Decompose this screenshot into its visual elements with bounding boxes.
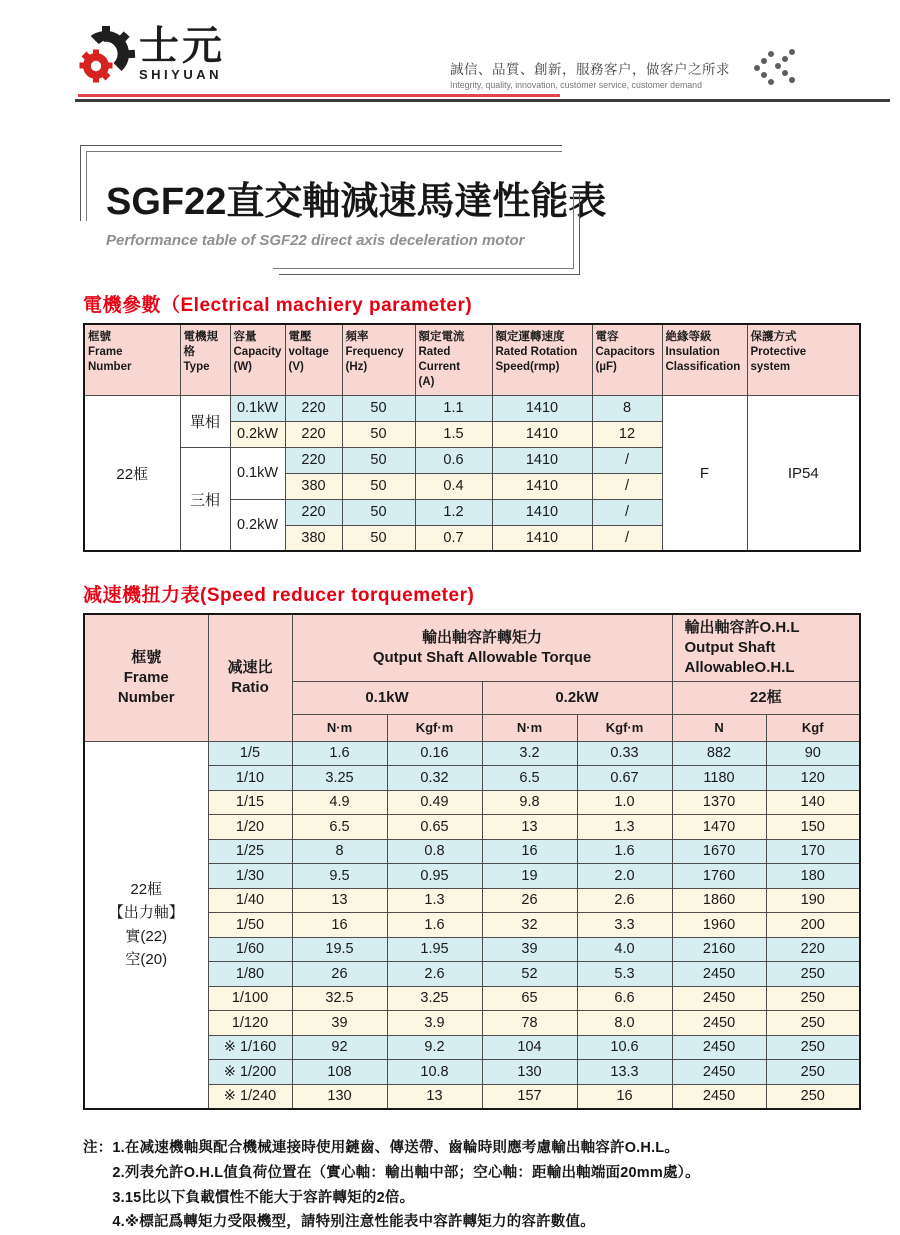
- torque-table-cell: 882: [672, 741, 766, 766]
- col-unit-n: N: [672, 714, 766, 741]
- torque-table-cell: 3.25: [292, 766, 387, 791]
- col-unit-kgfm: Kgf·m: [387, 714, 482, 741]
- torque-table-cell: 130: [292, 1084, 387, 1109]
- motor-table-cell: 220: [285, 395, 342, 421]
- torque-table-cell: 10.8: [387, 1060, 482, 1085]
- torque-table-cell: 250: [766, 1035, 860, 1060]
- torque-table-cell: 1.3: [387, 888, 482, 913]
- torque-table-cell: 1/25: [208, 839, 292, 864]
- torque-table-cell: 1960: [672, 913, 766, 938]
- motor-table-cell: 1410: [492, 525, 592, 551]
- torque-table-cell: 140: [766, 790, 860, 815]
- motor-table-cell: 1410: [492, 473, 592, 499]
- torque-table-cell: 190: [766, 888, 860, 913]
- slogan-en: Integrity, quality, innovation, customer service, customer demand: [450, 80, 702, 90]
- torque-table-cell: 104: [482, 1035, 577, 1060]
- brand-name: [139, 26, 225, 82]
- torque-table-cell: 2.0: [577, 864, 672, 889]
- motor-table-cell: 1410: [492, 395, 592, 421]
- torque-table-body: [84, 614, 860, 1108]
- torque-table-cell: 2450: [672, 1011, 766, 1036]
- motor-table-cell: 50: [342, 499, 415, 525]
- col-ratio: 减速比 Ratio: [208, 614, 292, 741]
- torque-table-cell: 250: [766, 962, 860, 987]
- torque-table-cell: 130: [482, 1060, 577, 1085]
- frame-output-shaft-cell: 22框 【出力軸】 實(22) 空(20): [84, 741, 208, 1109]
- torque-table-cell: 39: [292, 1011, 387, 1036]
- col-unit-nm: N·m: [482, 714, 577, 741]
- header-divider-red: [78, 94, 560, 97]
- col-frame-22: 22框: [672, 681, 860, 714]
- motor-table-cell: 0.6: [415, 447, 492, 473]
- torque-table-cell: 3.9: [387, 1011, 482, 1036]
- torque-table-cell: 52: [482, 962, 577, 987]
- torque-table-cell: 39: [482, 937, 577, 962]
- col-capacitors: 電容 Capacitors (µF): [592, 324, 662, 395]
- motor-table-cell: 50: [342, 447, 415, 473]
- col-allowable-ohl-group: 輸出軸容許O.H.L Output Shaft AllowableO.H.L: [672, 614, 860, 681]
- torque-table-cell: ※ 1/240: [208, 1084, 292, 1109]
- torque-table-cell: 1/10: [208, 766, 292, 791]
- note-item: 4.※標記爲轉矩力受限機型，請特别注意性能表中容許轉矩力的容許數值。: [112, 1214, 595, 1231]
- col-allowable-torque-group: 輸出軸容許轉矩力 Qutput Shaft Allowable Torque: [292, 614, 672, 681]
- torque-table-cell: 150: [766, 815, 860, 840]
- torque-table-cell: 3.25: [387, 986, 482, 1011]
- torque-table-cell: 13: [482, 815, 577, 840]
- capacity-cell: 0.2kW: [230, 421, 285, 447]
- torque-table-cell: 16: [292, 913, 387, 938]
- col-01kw: 0.1kW: [292, 681, 482, 714]
- type-single-phase-cell: 單相: [180, 395, 230, 447]
- torque-table-cell: 16: [577, 1084, 672, 1109]
- col-protective-system: 保護方式 Protective system: [747, 324, 860, 395]
- motor-table-cell: 1410: [492, 421, 592, 447]
- torque-table-cell: 0.32: [387, 766, 482, 791]
- type-three-phase-cell: 三相: [180, 447, 230, 551]
- torque-table-cell: 1.6: [387, 913, 482, 938]
- torque-table-cell: 16: [482, 839, 577, 864]
- torque-table-cell: 0.8: [387, 839, 482, 864]
- col-unit-kgf: Kgf: [766, 714, 860, 741]
- torque-table-cell: 4.0: [577, 937, 672, 962]
- col-unit-kgfm: Kgf·m: [577, 714, 672, 741]
- torque-table-cell: 1/40: [208, 888, 292, 913]
- torque-table-cell: 9.5: [292, 864, 387, 889]
- torque-table-cell: 2.6: [387, 962, 482, 987]
- col-capacity: 容量 Capacity (W): [230, 324, 285, 395]
- torque-table-cell: 13: [292, 888, 387, 913]
- slogan-zh: 誠信、品質、創新，服務客户，做客户之所求: [450, 62, 730, 77]
- torque-table-cell: 170: [766, 839, 860, 864]
- gear-logo-icon: [75, 26, 135, 93]
- torque-table-cell: ※ 1/160: [208, 1035, 292, 1060]
- col-voltage: 電壓 voltage (V): [285, 324, 342, 395]
- torque-table-cell: 120: [766, 766, 860, 791]
- col-rated-current: 額定電流 Rated Current (A): [415, 324, 492, 395]
- torque-table-cell: 1/30: [208, 864, 292, 889]
- torque-table-cell: 10.6: [577, 1035, 672, 1060]
- torque-table-cell: 1/15: [208, 790, 292, 815]
- torque-table-cell: 108: [292, 1060, 387, 1085]
- motor-table-cell: 1.5: [415, 421, 492, 447]
- brand-name-en: SHIYUAN: [139, 67, 223, 82]
- torque-table-cell: 1.6: [577, 839, 672, 864]
- motor-table-cell: 380: [285, 525, 342, 551]
- notes-items: [112, 1136, 699, 1235]
- torque-table-cell: 0.67: [577, 766, 672, 791]
- torque-table-cell: 26: [482, 888, 577, 913]
- chevron-dots-icon: [748, 48, 802, 95]
- note-item: 2.列表允許O.H.L值負荷位置在（實心軸：輸出軸中部；空心軸：距輸出軸端面20mm處）。: [112, 1164, 700, 1181]
- torque-table-cell: 1470: [672, 815, 766, 840]
- torque-table-cell: 3.2: [482, 741, 577, 766]
- torque-table-cell: 1180: [672, 766, 766, 791]
- insulation-cell: F: [662, 395, 747, 551]
- page-header: [0, 0, 900, 104]
- torque-table-cell: 0.33: [577, 741, 672, 766]
- torque-table-cell: 1.3: [577, 815, 672, 840]
- torque-table-cell: 1370: [672, 790, 766, 815]
- torque-table-cell: 250: [766, 1084, 860, 1109]
- torque-table-cell: 1/100: [208, 986, 292, 1011]
- col-frame-number: 框號 Frame Number: [84, 614, 208, 741]
- torque-table-cell: 6.6: [577, 986, 672, 1011]
- torque-table-cell: 1/120: [208, 1011, 292, 1036]
- torque-table-cell: 3.3: [577, 913, 672, 938]
- torque-table-cell: 220: [766, 937, 860, 962]
- motor-table-cell: /: [592, 525, 662, 551]
- notes-label: 注：: [83, 1139, 113, 1156]
- torque-table-cell: 180: [766, 864, 860, 889]
- col-unit-nm: N·m: [292, 714, 387, 741]
- motor-table-cell: 1410: [492, 447, 592, 473]
- torque-table-cell: 157: [482, 1084, 577, 1109]
- torque-table-cell: 2450: [672, 1084, 766, 1109]
- torque-table-cell: 2450: [672, 1060, 766, 1085]
- motor-table: [83, 323, 861, 552]
- motor-table-cell: 220: [285, 499, 342, 525]
- motor-table-cell: 50: [342, 525, 415, 551]
- torque-table-cell: 1/20: [208, 815, 292, 840]
- torque-table-cell: 1/50: [208, 913, 292, 938]
- note-item: 1.在减速機軸與配合機械連接時使用鏈齒、傳送帶、齒輪時則應考慮輸出軸容許O.H.L。: [112, 1139, 680, 1156]
- motor-table-cell: 50: [342, 473, 415, 499]
- col-type: 電機規格 Type: [180, 324, 230, 395]
- torque-table: [83, 613, 861, 1109]
- motor-table-cell: 220: [285, 421, 342, 447]
- motor-table-cell: 8: [592, 395, 662, 421]
- torque-table-cell: 13: [387, 1084, 482, 1109]
- torque-table-cell: 6.5: [292, 815, 387, 840]
- page-title: SGF22直交軸減速馬達性能表: [106, 181, 607, 223]
- motor-table-cell: /: [592, 499, 662, 525]
- company-slogan: [450, 58, 730, 90]
- torque-table-cell: 19.5: [292, 937, 387, 962]
- torque-table-cell: 2160: [672, 937, 766, 962]
- torque-table-cell: 92: [292, 1035, 387, 1060]
- capacity-cell: 0.1kW: [230, 395, 285, 421]
- col-02kw: 0.2kW: [482, 681, 672, 714]
- torque-table-cell: 1760: [672, 864, 766, 889]
- section-heading-electrical: 電機參數（Electrical machiery parameter): [83, 295, 473, 316]
- motor-table-body: [84, 324, 860, 551]
- torque-table-cell: ※ 1/200: [208, 1060, 292, 1085]
- torque-table-cell: 1/60: [208, 937, 292, 962]
- torque-table-cell: 5.3: [577, 962, 672, 987]
- motor-table-cell: 1.2: [415, 499, 492, 525]
- torque-table-cell: 0.49: [387, 790, 482, 815]
- section-heading-torque: 减速機扭力表(Speed reducer torquemeter): [83, 585, 475, 607]
- motor-table-cell: /: [592, 473, 662, 499]
- torque-table-cell: 1670: [672, 839, 766, 864]
- header-divider-black: [75, 99, 890, 102]
- motor-table-cell: 12: [592, 421, 662, 447]
- motor-table-cell: 1410: [492, 499, 592, 525]
- torque-table-cell: 13.3: [577, 1060, 672, 1085]
- torque-table-cell: 0.16: [387, 741, 482, 766]
- note-item: 3.15比以下負載慣性不能大于容許轉矩的2倍。: [112, 1189, 415, 1206]
- torque-table-cell: 9.8: [482, 790, 577, 815]
- motor-table-cell: 1.1: [415, 395, 492, 421]
- torque-table-cell: 2450: [672, 1035, 766, 1060]
- torque-table-cell: 19: [482, 864, 577, 889]
- torque-table-cell: 65: [482, 986, 577, 1011]
- torque-table-cell: 1/80: [208, 962, 292, 987]
- motor-table-cell: 50: [342, 395, 415, 421]
- motor-table-cell: 220: [285, 447, 342, 473]
- torque-table-cell: 1/5: [208, 741, 292, 766]
- torque-table-cell: 2450: [672, 962, 766, 987]
- col-insulation: 絶緣等級 Insulation Classification: [662, 324, 747, 395]
- title-block: [94, 154, 607, 263]
- torque-table-cell: 2.6: [577, 888, 672, 913]
- torque-table-cell: 9.2: [387, 1035, 482, 1060]
- motor-table-cell: 50: [342, 421, 415, 447]
- motor-table-cell: 380: [285, 473, 342, 499]
- torque-table-cell: 250: [766, 1060, 860, 1085]
- col-frequency: 頻率 Frequency (Hz): [342, 324, 415, 395]
- torque-table-cell: 0.65: [387, 815, 482, 840]
- torque-table-cell: 8: [292, 839, 387, 864]
- torque-table-cell: 26: [292, 962, 387, 987]
- col-rated-speed: 額定運轉速度 Rated Rotation Speed(rmp): [492, 324, 592, 395]
- header-divider: [75, 94, 890, 103]
- torque-table-cell: 32.5: [292, 986, 387, 1011]
- torque-table-cell: 4.9: [292, 790, 387, 815]
- capacity-cell: 0.2kW: [230, 499, 285, 551]
- torque-table-cell: 8.0: [577, 1011, 672, 1036]
- torque-table-cell: 6.5: [482, 766, 577, 791]
- col-frame-number: 框號 Frame Number: [84, 324, 180, 395]
- frame-number-cell: 22框: [84, 395, 180, 551]
- protection-cell: IP54: [747, 395, 860, 551]
- torque-table-cell: 32: [482, 913, 577, 938]
- capacity-cell: 0.1kW: [230, 447, 285, 499]
- torque-table-cell: 200: [766, 913, 860, 938]
- page-subtitle: Performance table of SGF22 direct axis deceleration motor: [106, 232, 525, 249]
- torque-table-cell: 0.95: [387, 864, 482, 889]
- torque-table-cell: 78: [482, 1011, 577, 1036]
- torque-table-cell: 90: [766, 741, 860, 766]
- notes-block: [83, 1136, 900, 1235]
- torque-table-cell: 250: [766, 1011, 860, 1036]
- torque-table-cell: 2450: [672, 986, 766, 1011]
- motor-table-cell: 0.7: [415, 525, 492, 551]
- brand-name-zh: 士元: [139, 24, 225, 68]
- torque-table-cell: 1.0: [577, 790, 672, 815]
- torque-table-cell: 1.6: [292, 741, 387, 766]
- torque-table-cell: 250: [766, 986, 860, 1011]
- motor-table-cell: 0.4: [415, 473, 492, 499]
- torque-table-cell: 1860: [672, 888, 766, 913]
- motor-table-cell: /: [592, 447, 662, 473]
- torque-table-cell: 1.95: [387, 937, 482, 962]
